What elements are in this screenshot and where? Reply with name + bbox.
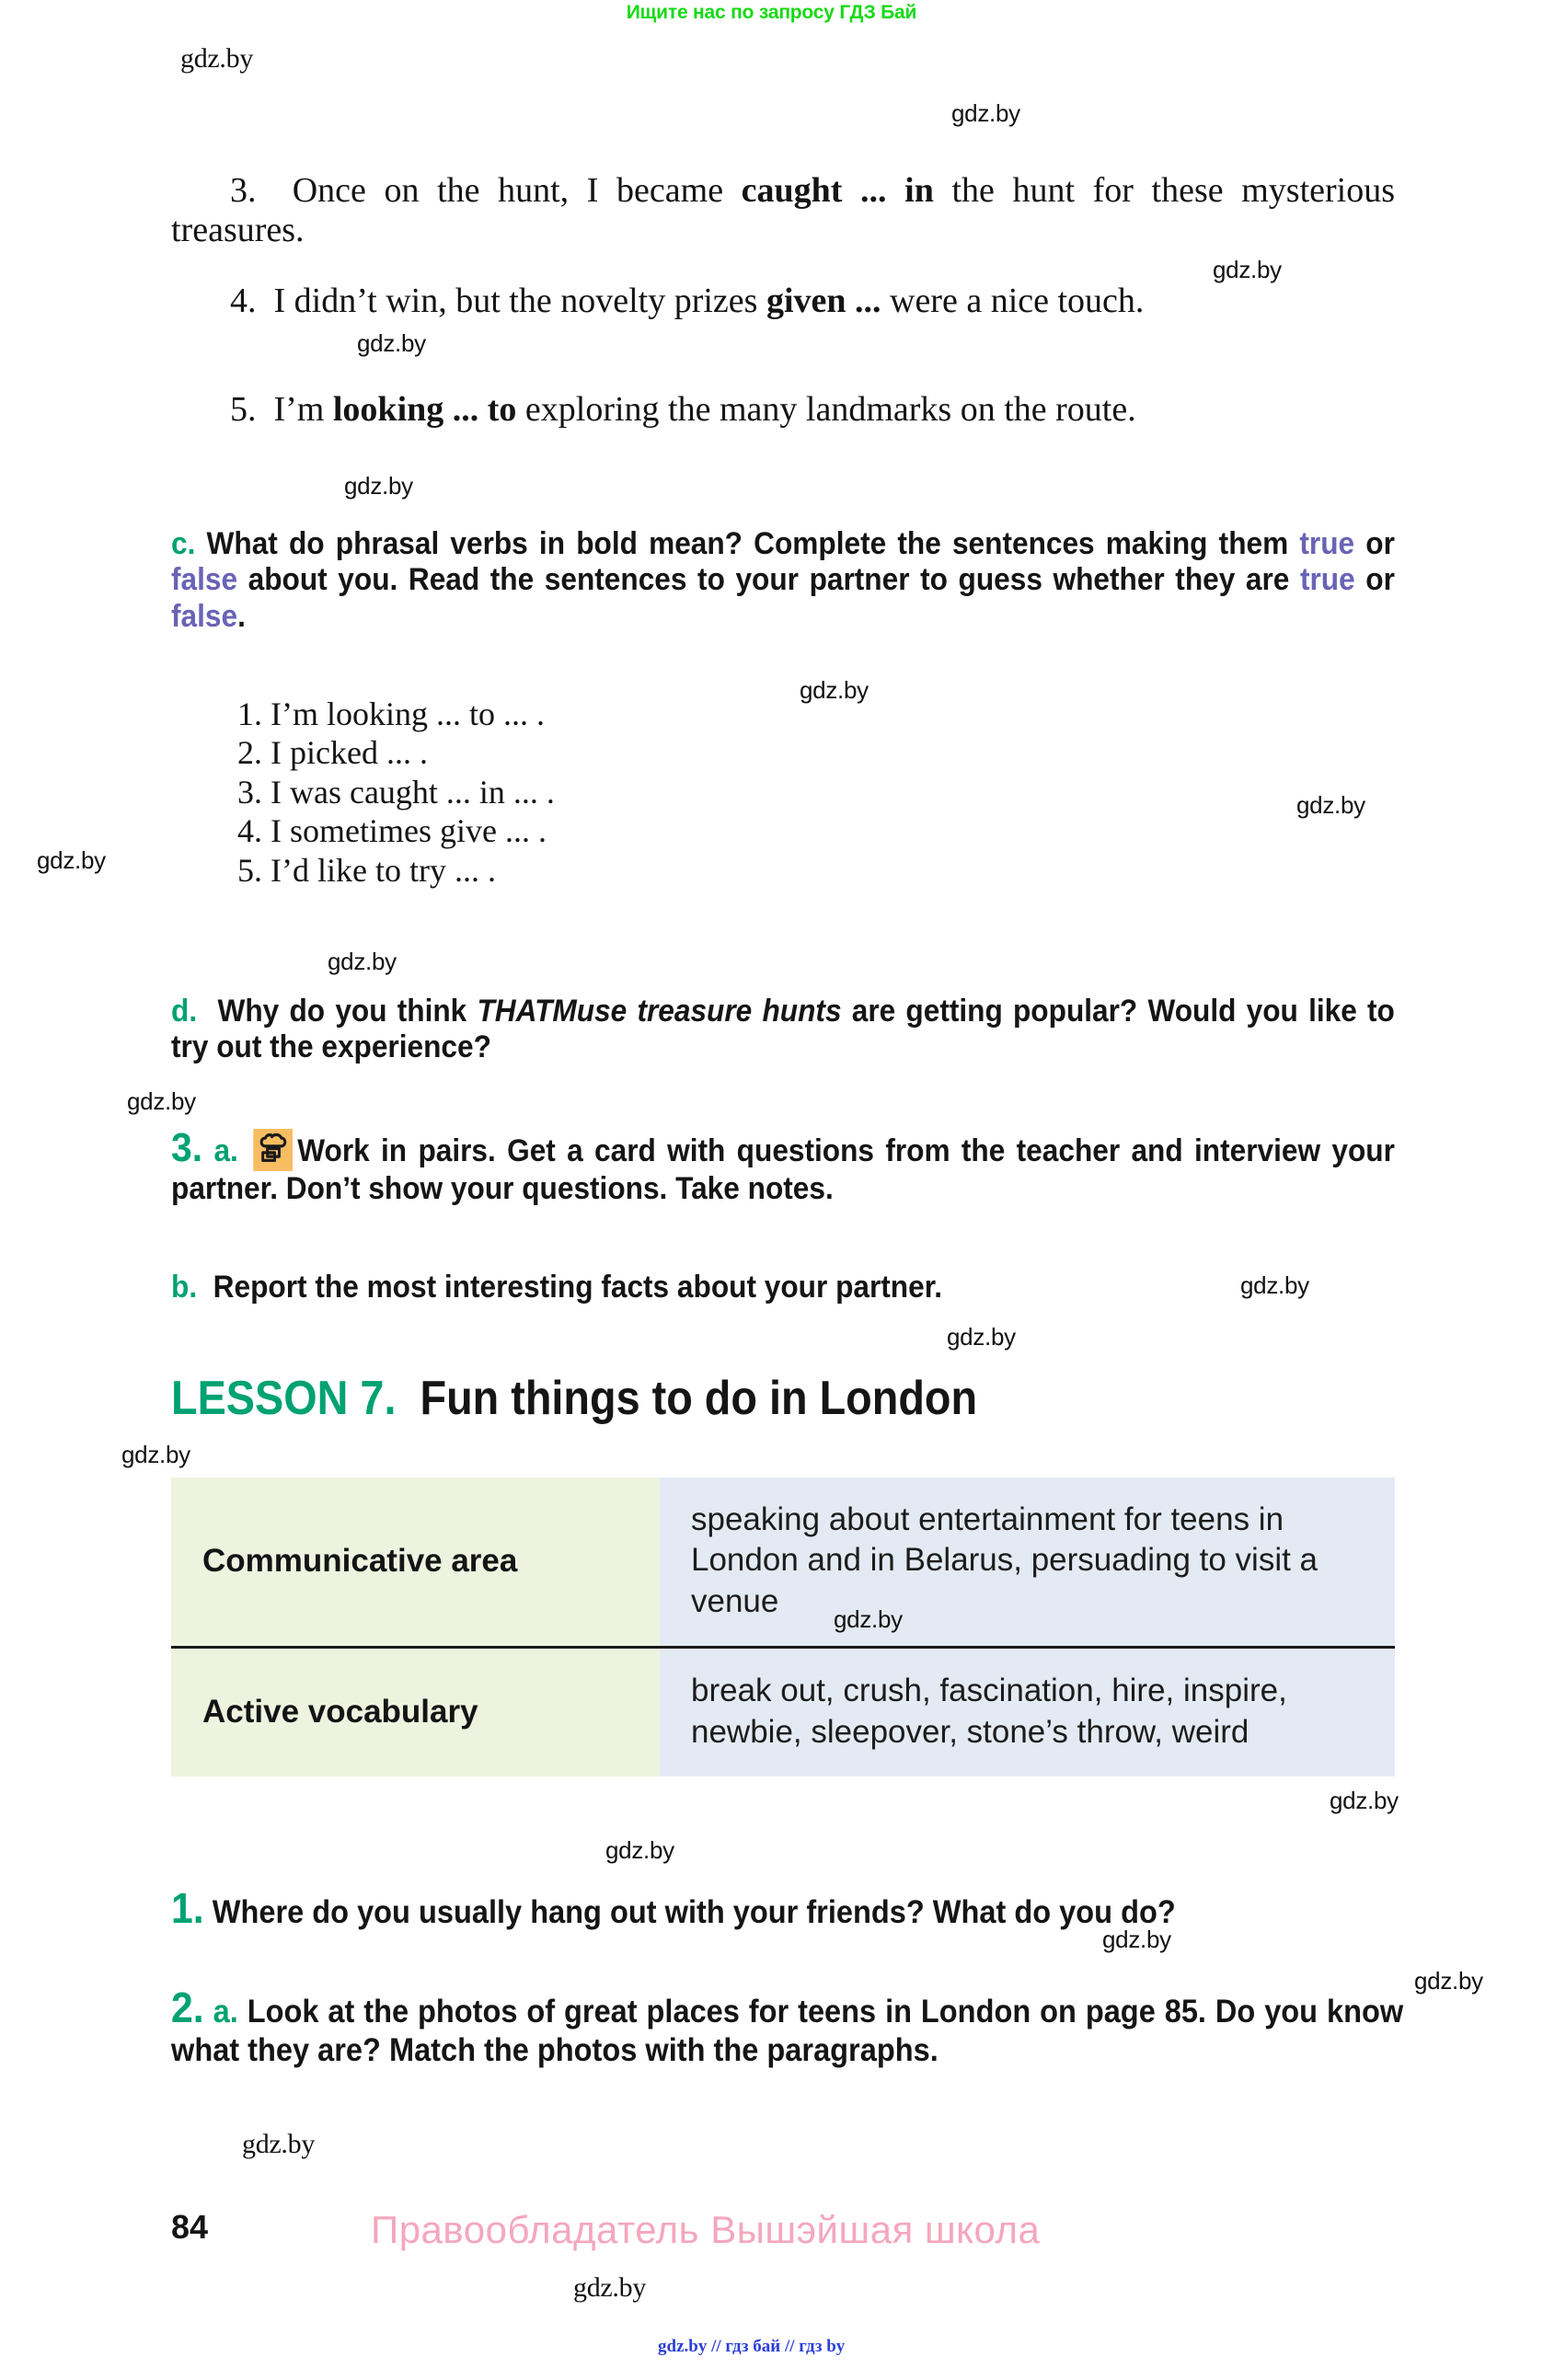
- item-4-bold: given ...: [766, 282, 881, 320]
- task-c-part1: What do phrasal verbs in bold mean? Complete the sentences making them: [206, 526, 1300, 561]
- task-d-part1: Why do you think: [217, 994, 478, 1029]
- watermark-tag: gdz.by: [242, 2129, 316, 2159]
- list-item: 2. I picked ... .: [237, 734, 428, 772]
- watermark-tag: gdz.by: [947, 1323, 1016, 1351]
- watermark-tag: gdz.by: [951, 99, 1020, 127]
- exercise-3b: [171, 1270, 1395, 1305]
- task-c-or-2: or: [1354, 562, 1395, 598]
- exercise-3b-text: Report the most interesting facts about your partner.: [213, 1270, 943, 1305]
- lesson-label: LESSON 7.: [171, 1372, 397, 1425]
- exercise-1-text: Where do you usually hang out with your friends? What do you do?: [212, 1894, 1176, 1930]
- lesson-title: Fun things to do in London: [420, 1372, 978, 1425]
- exercise-3a: [171, 1124, 1395, 1207]
- exercise-item-3: [171, 171, 1395, 250]
- item-5-post: exploring the many landmarks on the route.: [516, 390, 1136, 429]
- watermark-tag: gdz.by: [573, 2272, 647, 2303]
- table-label-communicative-area: Communicative area: [171, 1477, 660, 1648]
- watermark-tag: gdz.by: [344, 472, 413, 500]
- task-c-or-1: or: [1354, 526, 1395, 561]
- exercise-2-number: 2.: [171, 1983, 204, 2031]
- task-d-letter: d.: [171, 994, 198, 1029]
- watermark-copyright: Правообладатель Вышэйшая школа: [371, 2208, 1041, 2251]
- task-c-true-2: true: [1299, 562, 1355, 598]
- watermark-tag: gdz.by: [1330, 1787, 1399, 1814]
- item-3-bold: caught ... in: [741, 171, 934, 210]
- task-d: [171, 994, 1395, 1066]
- exercise-1-number: 1.: [171, 1884, 204, 1932]
- item-4-post: were a nice touch.: [881, 282, 1145, 320]
- list-item: 3. I was caught ... in ... .: [237, 773, 555, 811]
- exercise-item-5: [171, 390, 1395, 430]
- sentence-list: [237, 695, 555, 890]
- watermark-tag: gdz.by: [180, 43, 254, 74]
- watermark-tag: gdz.by: [1296, 791, 1365, 819]
- item-4-number: 4.: [230, 282, 257, 320]
- item-5-bold: looking ... to: [332, 390, 517, 429]
- table-label-active-vocabulary: Active vocabulary: [171, 1648, 660, 1776]
- exercise-2-letter: a.: [213, 1994, 238, 2029]
- watermark-tag: gdz.by: [357, 329, 426, 357]
- task-d-part2: are getting popular? Would you like to try out the experience?: [171, 994, 1395, 1065]
- task-c-part3: .: [237, 598, 246, 634]
- page-number: 84: [171, 2208, 209, 2246]
- item-3-number: 3.: [230, 171, 257, 210]
- watermark-tag: gdz.by: [605, 1836, 674, 1864]
- exercise-3-number: 3.: [171, 1125, 203, 1170]
- exercise-1: [171, 1884, 1412, 1933]
- page-title: [171, 1371, 977, 1426]
- list-item: 4. I sometimes give ... .: [237, 812, 547, 850]
- watermark-tag: gdz.by: [37, 846, 106, 874]
- exercise-2: [171, 1983, 1403, 2070]
- watermark-tag: gdz.by: [1414, 1967, 1483, 1995]
- watermark-top-banner: Ищите нас по запросу ГДЗ Бай: [626, 2, 917, 23]
- watermark-tag: gdz.by: [1102, 1926, 1171, 1953]
- watermark-footer-links: gdz.by // гдз бай // гдз by: [658, 2337, 846, 2356]
- exercise-2-text: Look at the photos of great places for teens in London on page 85. Do you know what they are? Match the photos with the paragraphs.: [171, 1994, 1404, 2069]
- watermark-tag: gdz.by: [328, 948, 397, 975]
- watermark-tag: gdz.by: [834, 1605, 903, 1633]
- task-d-italic: THATMuse treasure hunts: [477, 994, 842, 1029]
- table-value-active-vocabulary: break out, crush, fascination, hire, inspire, newbie, sleepover, stone’s throw, weird: [660, 1648, 1395, 1776]
- watermark-tag: gdz.by: [1240, 1271, 1309, 1299]
- task-c-false-2: false: [171, 598, 238, 634]
- watermark-tag: gdz.by: [1213, 256, 1282, 283]
- watermark-tag: gdz.by: [121, 1441, 190, 1468]
- task-c-letter: c.: [171, 526, 196, 561]
- watermark-tag: gdz.by: [800, 676, 869, 704]
- watermark-tag: gdz.by: [127, 1087, 196, 1115]
- task-c-part2: about you. Read the sentences to your partner to guess whether they are: [237, 562, 1300, 598]
- item-5-pre: I’m: [273, 390, 333, 429]
- exercise-3a-text: Work in pairs. Get a card with questions from the teacher and interview your partner. Don’t show your questions. Take notes.: [171, 1133, 1395, 1207]
- item-4-pre: I didn’t win, but the novelty prizes: [273, 282, 766, 320]
- item-3-post: the hunt for these mysterious treasures.: [171, 171, 1396, 249]
- task-c-false-1: false: [171, 562, 238, 598]
- task-c-true-1: true: [1299, 526, 1355, 561]
- pair-work-icon: [253, 1129, 293, 1171]
- table-value-communicative-area: speaking about entertainment for teens in London and in Belarus, persuading to visit a venue: [660, 1477, 1395, 1648]
- table-row: [171, 1477, 1395, 1648]
- item-5-number: 5.: [230, 390, 257, 429]
- lesson-info-table: [171, 1477, 1395, 1776]
- table-row: [171, 1648, 1395, 1776]
- list-item: 1. I’m looking ... to ... .: [237, 696, 545, 732]
- exercise-3b-letter: b.: [171, 1270, 198, 1305]
- exercise-item-4: [171, 282, 1395, 321]
- list-item: 5. I’d like to try ... .: [237, 851, 496, 889]
- task-c: [171, 526, 1395, 635]
- item-3-pre: Once on the hunt, I became: [292, 171, 742, 210]
- exercise-3a-letter: a.: [213, 1133, 238, 1168]
